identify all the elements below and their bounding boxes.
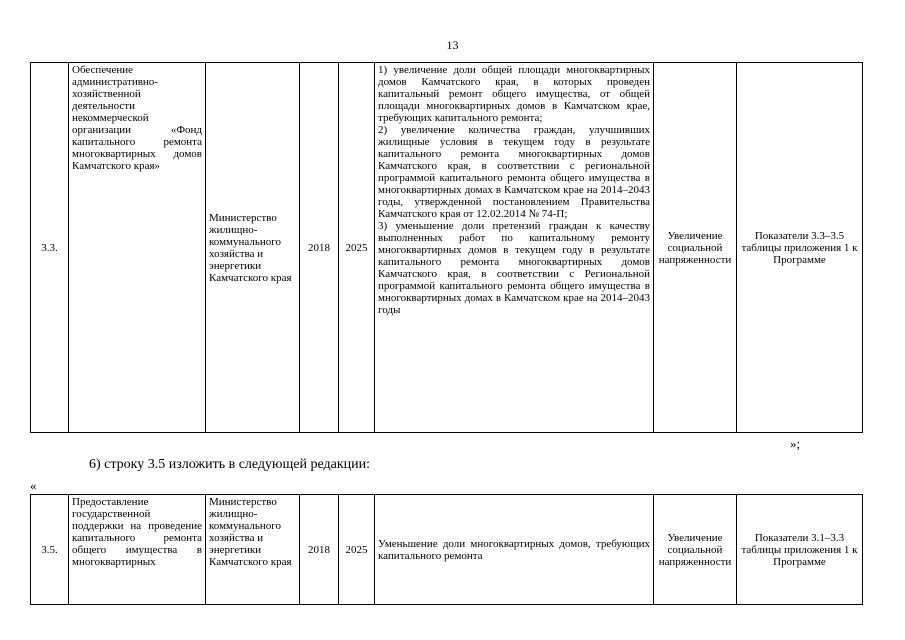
row-number: 3.5.	[31, 495, 69, 605]
program-table-row-3-5	[30, 494, 863, 605]
result-item: 1) увеличение доли общей площади многоквартирных домов Камчатского края, в которых проведен капитальный ремонт общего имущества, от общей площади многоквартирных домов в Камчатском крае, требующих капитального ремонта;	[378, 64, 650, 124]
responsible-executor: Министерство жилищно-коммунального хозяйства и энергетики Камчатского края	[206, 495, 300, 605]
expected-results	[375, 63, 654, 433]
program-table-row-3-3	[30, 62, 863, 433]
measure-name: Обеспечение административно-хозяйственной деятельности некоммерческой организации «Фонд капитального ремонта многоквартирных домов Камчатского края»	[69, 63, 206, 433]
result-item: 3) уменьшение доли претензий граждан к качеству выполненных работ по капитальному ремонту многоквартирных домов в текущем году в результате капитального ремонта многоквартирных домов Камчатского края, в соответствии с Региональной программой капитального ремонта общего имущества в многоквартирных домах в Камчатском крае на 2014–2043 годы	[378, 220, 650, 316]
amendment-instruction: 6) строку 3.5 изложить в следующей редакции:	[89, 457, 371, 472]
expected-results: Уменьшение доли многоквартирных домов, требующих капитального ремонта	[375, 495, 654, 605]
linked-indicators: Показатели 3.1–3.3 таблицы приложения 1 к Программе	[737, 495, 863, 605]
table-row	[31, 495, 863, 605]
page-number: 13	[446, 38, 459, 52]
result-item: 2) увеличение количества граждан, улучшивших жилищные условия в текущем году в результате капитального ремонта многоквартирных домов Камчатского края, в соответствии с региональной программой капитального ремонта общего имущества в многоквартирных домах в Камчатском крае на 2014–2043 годы, утвержденной постановлением Правительства Камчатского края от 12.02.2014 № 74-П;	[378, 124, 650, 220]
closing-quote: »;	[790, 436, 801, 451]
table-row	[31, 63, 863, 433]
start-year: 2018	[300, 495, 339, 605]
opening-quote: «	[30, 478, 37, 493]
row-number: 3.3.	[31, 63, 69, 433]
responsible-executor: Министерство жилищно-коммунального хозяйства и энергетики Камчатского края	[206, 63, 300, 433]
end-year: 2025	[339, 63, 375, 433]
linked-indicators: Показатели 3.3–3.5 таблицы приложения 1 к Программе	[737, 63, 863, 433]
start-year: 2018	[300, 63, 339, 433]
end-year: 2025	[339, 495, 375, 605]
non-implementation-consequence: Увеличение социальной напряженности	[654, 63, 737, 433]
non-implementation-consequence: Увеличение социальной напряженности	[654, 495, 737, 605]
measure-name: Предоставление государственной поддержки на проведение капитального ремонта общего имущества в многоквартирных	[69, 495, 206, 605]
